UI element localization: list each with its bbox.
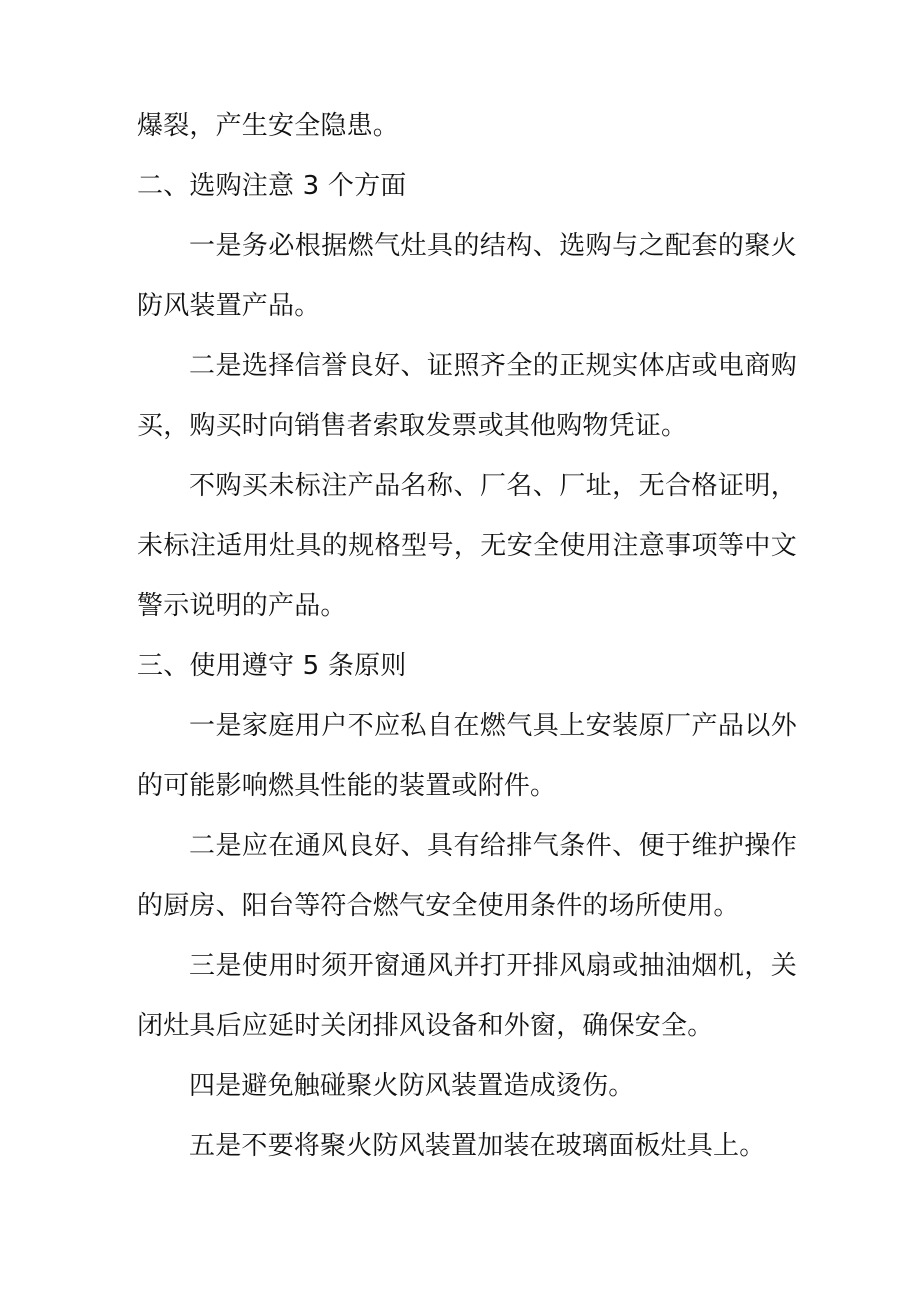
section-heading-usage: 三、使用遵守 5 条原则: [137, 651, 407, 681]
paragraph-purchase-2: 二是选择信誉良好、证照齐全的正规实体店或电商购买，购买时向销售者索取发票或其他购物凭证。: [137, 351, 797, 441]
section-heading-purchase: 二、选购注意 3 个方面: [137, 171, 407, 201]
paragraph-continuation: 爆裂，产生安全隐患。: [137, 111, 400, 141]
paragraph-usage-3: 三是使用时须开窗通风并打开排风扇或抽油烟机，关闭灶具后应延时关闭排风设备和外窗，确保安全。: [137, 951, 797, 1041]
document-body: [137, 96, 797, 1176]
paragraph-usage-2: 二是应在通风良好、具有给排气条件、便于维护操作的厨房、阳台等符合燃气安全使用条件的场所使用。: [137, 831, 797, 921]
paragraph-usage-4: 四是避免触碰聚火防风装置造成烫伤。: [189, 1071, 635, 1101]
paragraph-usage-1: 一是家庭用户不应私自在燃气具上安装原厂产品以外的可能影响燃具性能的装置或附件。: [137, 711, 797, 801]
paragraph-purchase-1: 一是务必根据燃气灶具的结构、选购与之配套的聚火防风装置产品。: [137, 231, 797, 321]
paragraph-usage-5: 五是不要将聚火防风装置加装在玻璃面板灶具上。: [189, 1131, 766, 1161]
paragraph-purchase-3: 不购买未标注产品名称、厂名、厂址，无合格证明，未标注适用灶具的规格型号，无安全使用注意事项等中文警示说明的产品。: [137, 471, 797, 621]
